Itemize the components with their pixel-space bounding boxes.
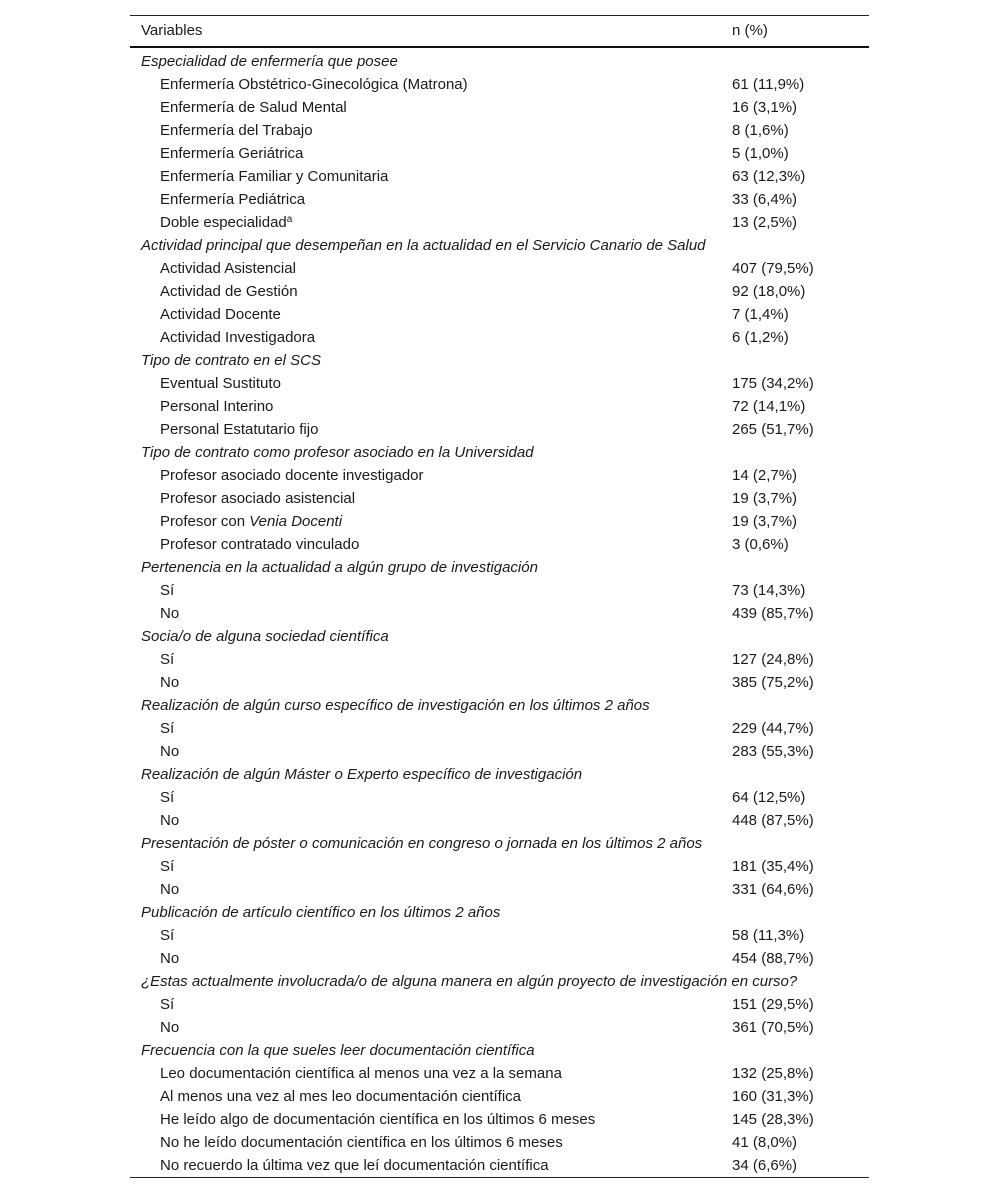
table-row [130,1085,869,1108]
group-label: Socia/o de alguna sociedad científica [141,627,389,645]
row-label: Profesor asociado docente investigador [160,466,424,484]
row-label-cell [130,142,732,165]
group-row [130,901,869,924]
row-value: 64 (12,5%) [732,788,806,806]
row-label-cell [130,73,732,96]
row-label: Al menos una vez al mes leo documentación científica [160,1087,522,1105]
table-row [130,487,869,510]
row-label-cell [130,602,732,625]
group-row [130,970,869,993]
table-row [130,717,869,740]
row-value: 151 (29,5%) [732,995,814,1013]
table-row [130,464,869,487]
group-label: Frecuencia con la que sueles leer documentación científica [141,1041,535,1059]
row-label-cell [130,924,732,947]
row-label-cell [130,717,732,740]
table-row [130,280,869,303]
row-value: 229 (44,7%) [732,719,814,737]
table-row [130,1062,869,1085]
row-label: Profesor con [160,512,250,530]
row-value: 160 (31,3%) [732,1087,814,1105]
group-row [130,234,869,257]
row-label: Sí [160,926,175,944]
row-label-cell [130,786,732,809]
row-value: 175 (34,2%) [732,374,814,392]
row-value: 361 (70,5%) [732,1018,814,1036]
row-value: 127 (24,8%) [732,650,814,668]
table-row [130,1016,869,1039]
table-row [130,924,869,947]
row-label-cell [130,533,732,556]
row-value: 16 (3,1%) [732,98,798,116]
row-label-cell [130,487,732,510]
row-value: 385 (75,2%) [732,673,814,691]
row-value: 58 (11,3%) [732,926,805,944]
row-value: 33 (6,4%) [732,190,798,208]
row-label: Sí [160,719,175,737]
row-value: 448 (87,5%) [732,811,814,829]
row-label-italic: Venia Docenti [249,512,343,530]
row-label-cell [130,326,732,349]
table-row [130,303,869,326]
row-label-cell [130,1131,732,1154]
row-label-cell [130,280,732,303]
group-row [130,47,869,73]
group-label: Tipo de contrato como profesor asociado en la Universidad [141,443,534,461]
row-label: No [160,604,180,622]
group-row [130,556,869,579]
table-row [130,1131,869,1154]
row-label-cell [130,418,732,441]
table-row [130,257,869,280]
row-label: Enfermería Geriátrica [160,144,304,162]
row-label: Sí [160,650,175,668]
table-row [130,418,869,441]
row-value: 19 (3,7%) [732,489,798,507]
row-value: 13 (2,5%) [732,213,798,231]
group-row [130,349,869,372]
row-value: 407 (79,5%) [732,259,814,277]
row-label: Personal Estatutario fijo [160,420,319,438]
row-value: 72 (14,1%) [732,397,806,415]
table-row [130,119,869,142]
row-label-cell [130,855,732,878]
row-value: 6 (1,2%) [732,328,789,346]
row-label-cell [130,1062,732,1085]
group-label: Publicación de artículo científico en los últimos 2 años [141,903,501,921]
row-value: 454 (88,7%) [732,949,814,967]
row-label: Eventual Sustituto [160,374,281,392]
row-label-cell [130,464,732,487]
row-value: 283 (55,3%) [732,742,814,760]
row-label: No recuerdo la última vez que leí documentación científica [160,1156,549,1174]
table-row [130,1154,869,1178]
row-value: 41 (8,0%) [732,1133,798,1151]
table-header-row [130,16,869,47]
table-row [130,740,869,763]
row-label-cell [130,579,732,602]
row-label: Profesor contratado vinculado [160,535,360,553]
table-row [130,326,869,349]
row-label-cell [130,119,732,142]
row-label: Sí [160,581,175,599]
row-label: Sí [160,995,175,1013]
row-value: 331 (64,6%) [732,880,814,898]
table-row [130,1108,869,1131]
row-label: Sí [160,857,175,875]
group-label: Realización de algún curso específico de investigación en los últimos 2 años [141,696,650,714]
row-label-cell [130,165,732,188]
group-row [130,441,869,464]
table-row [130,395,869,418]
group-row [130,763,869,786]
row-label: Profesor asociado asistencial [160,489,356,507]
row-label: Enfermería de Salud Mental [160,98,347,116]
row-value: 145 (28,3%) [732,1110,814,1128]
row-label: Enfermería Familiar y Comunitaria [160,167,389,185]
row-value: 63 (12,3%) [732,167,806,185]
row-label: Enfermería del Trabajo [160,121,313,139]
row-label-cell [130,993,732,1016]
results-table [130,15,869,1178]
row-label-cell [130,947,732,970]
table-body [130,47,869,1178]
row-label: Sí [160,788,175,806]
group-row [130,1039,869,1062]
row-label-cell [130,395,732,418]
row-value: 132 (25,8%) [732,1064,814,1082]
group-row [130,694,869,717]
row-label: Personal Interino [160,397,274,415]
row-value: 7 (1,4%) [732,305,789,323]
row-label-cell [130,303,732,326]
table-row [130,809,869,832]
group-label: ¿Estas actualmente involucrada/o de alguna manera en algún proyecto de investigación en curso? [141,972,798,990]
row-label: No [160,673,180,691]
group-label: Pertenencia en la actualidad a algún grupo de investigación [141,558,538,576]
row-label: No [160,1018,180,1036]
row-label: No [160,811,180,829]
row-label-cell [130,510,732,533]
row-label-cell [130,257,732,280]
header-n-percent: n (%) [732,16,869,47]
row-label: Actividad de Gestión [160,282,298,300]
table-row [130,602,869,625]
header-variables: Variables [130,16,732,47]
row-label: Actividad Investigadora [160,328,316,346]
row-label-cell [130,1085,732,1108]
row-label: Doble especialidad [160,213,287,231]
table-row [130,165,869,188]
table-row [130,947,869,970]
row-value: 3 (0,6%) [732,535,789,553]
group-row [130,625,869,648]
group-label: Especialidad de enfermería que posee [141,52,398,70]
table-row [130,993,869,1016]
footnote-marker: a [286,213,293,225]
row-label: Actividad Asistencial [160,259,296,277]
row-label-cell [130,1016,732,1039]
group-label: Presentación de póster o comunicación en congreso o jornada en los últimos 2 años [141,834,703,852]
row-label-cell [130,1154,732,1178]
table-row [130,855,869,878]
row-label: Enfermería Pediátrica [160,190,306,208]
row-label-cell [130,372,732,395]
table-row [130,786,869,809]
group-label: Realización de algún Máster o Experto específico de investigación [141,765,583,783]
row-label-cell [130,648,732,671]
row-value: 92 (18,0%) [732,282,806,300]
row-value: 5 (1,0%) [732,144,789,162]
row-label: Actividad Docente [160,305,281,323]
row-value: 19 (3,7%) [732,512,798,530]
row-value: 181 (35,4%) [732,857,814,875]
table-row [130,211,869,234]
group-label: Actividad principal que desempeñan en la actualidad en el Servicio Canario de Salud [141,236,706,254]
row-value: 8 (1,6%) [732,121,789,139]
row-label: Enfermería Obstétrico-Ginecológica (Matrona) [160,75,468,93]
table-row [130,142,869,165]
row-label-cell [130,878,732,901]
table-row [130,648,869,671]
table-row [130,188,869,211]
row-label: He leído algo de documentación científica en los últimos 6 meses [160,1110,596,1128]
table-row [130,878,869,901]
table-row [130,510,869,533]
group-row [130,832,869,855]
table-row [130,579,869,602]
row-label-cell [130,211,732,234]
row-label-cell [130,671,732,694]
row-value: 34 (6,6%) [732,1154,869,1178]
row-value: 265 (51,7%) [732,420,814,438]
row-label: No he leído documentación científica en los últimos 6 meses [160,1133,563,1151]
table-row [130,372,869,395]
row-label: No [160,880,180,898]
table-row [130,96,869,119]
row-label: Leo documentación científica al menos una vez a la semana [160,1064,562,1082]
row-label: No [160,949,180,967]
table-row [130,671,869,694]
row-value: 14 (2,7%) [732,466,798,484]
row-label-cell [130,96,732,119]
row-label-cell [130,809,732,832]
row-value: 61 (11,9%) [732,75,805,93]
group-label: Tipo de contrato en el SCS [141,351,321,369]
row-value: 439 (85,7%) [732,604,814,622]
row-label-cell [130,1108,732,1131]
row-label-cell [130,188,732,211]
row-label: No [160,742,180,760]
table-row [130,73,869,96]
row-label-cell [130,740,732,763]
table-row [130,533,869,556]
row-value: 73 (14,3%) [732,581,806,599]
